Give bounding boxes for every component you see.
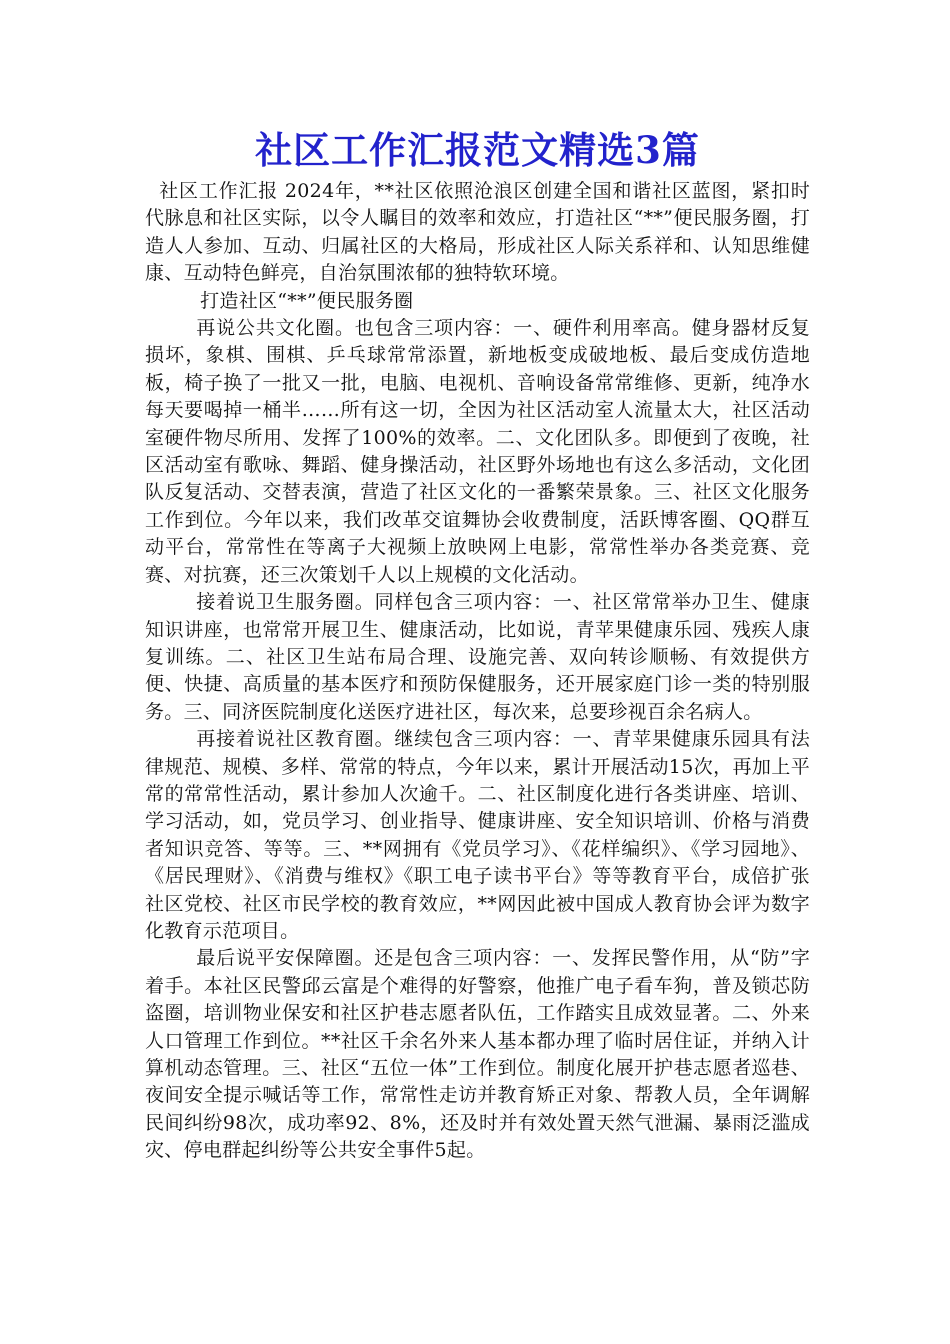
document-title: 社区工作汇报范文精选3篇: [255, 128, 700, 172]
safety-paragraph: 最后说平安保障圈。还是包含三项内容：一、发挥民警作用，从“防”字着手。本社区民警邱云富是个难得的好警察，他推广电子看车狗，普及锁芯防盗圈，培训物业保安和社区护巷志愿者队伍，工作踏实且成效显著。二、外来人口管理工作到位。**社区千余名外来人基本都办理了临时居住证，并纳入计算机动态管理。三、社区“五位一体”工作到位。制度化展开护巷志愿者巡巷、夜间安全提示喊话等工作，常常性走访并教育矫正对象、帮教人员，全年调解民间纠纷98次，成功率92、8%，还及时并有效处置天然气泄漏、暴雨泛滥成灾、停电群起纠纷等公共安全事件5起。: [145, 947, 810, 1162]
section-heading: 打造社区“**”便民服务圈: [200, 289, 414, 312]
document-page: [145, 122, 810, 1165]
culture-paragraph: 再说公共文化圈。也包含三项内容：一、硬件利用率高。健身器材反复损坏，象棋、围棋、乒乓球常常添置，新地板变成破地板、最后变成仿造地板，椅子换了一批又一批，电脑、电视机、音响设备常常维修、更新，纯净水每天要喝掉一桶半……所有这一切，全因为社区活动室人流量太大，社区活动室硬件物尽所用、发挥了100%的效率。二、文化团队多。即便到了夜晚，社区活动室有歌咏、舞蹈、健身操活动，社区野外场地也有这么多活动，文化团队反复活动、交替表演，营造了社区文化的一番繁荣景象。三、社区文化服务工作到位。今年以来，我们改革交谊舞协会收费制度，活跃博客圈、QQ群互动平台，常常性在等离子大视频上放映网上电影，常常性举办各类竞赛、竞赛、对抗赛，还三次策划千人以上规模的文化活动。: [145, 317, 810, 586]
intro-paragraph: 社区工作汇报 2024年，**社区依照沧浪区创建全国和谐社区蓝图，紧扣时代脉息和社区实际，以令人瞩目的效率和效应，打造社区“**”便民服务圈，打造人人参加、互动、归属社区的大格局，形成社区人际关系祥和、认知思维健康、互动特色鲜亮，自治氛围浓郁的独特软环境。: [145, 180, 810, 285]
health-paragraph: 接着说卫生服务圈。同样包含三项内容：一、社区常常举办卫生、健康知识讲座，也常常开展卫生、健康活动，比如说，青苹果健康乐园、残疾人康复训练。二、社区卫生站布局合理、设施完善、双向转诊顺畅、有效提供方便、快捷、高质量的基本医疗和预防保健服务，还开展家庭门诊一类的特别服务。三、同济医院制度化送医疗进社区，每次来，总要珍视百余名病人。: [145, 591, 810, 723]
education-paragraph: 再接着说社区教育圈。继续包含三项内容：一、青苹果健康乐园具有法律规范、规模、多样、常常的特点，今年以来，累计开展活动15次，再加上平常的常常性活动，累计参加人次逾千。二、社区制度化进行各类讲座、培训、学习活动，如，党员学习、创业指导、健康讲座、安全知识培训、价格与消费者知识竞答、等等。三、**网拥有《党员学习》、《花样编织》、《学习园地》、《居民理财》、《消费与维权》《职工电子读书平台》等等教育平台，成倍扩张社区党校、社区市民学校的教育效应，**网因此被中国成人教育协会评为数字化教育示范项目。: [145, 728, 810, 942]
